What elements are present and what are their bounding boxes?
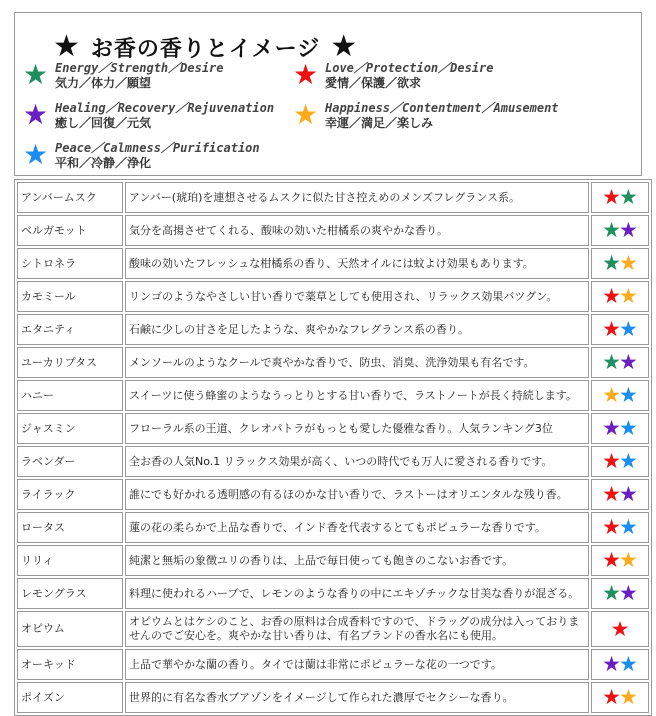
fragrance-description: アンバー(琥珀)を連想させるムスクに似た甘さ控えめのメンズフレグランス系。 [125, 182, 589, 213]
fragrance-description: 上品で華やかな蘭の香り。タイでは蘭は非常にポピュラーな花の一つです。 [125, 649, 589, 680]
fragrance-name: アンバームスク [17, 182, 123, 213]
star-icon: ★ [602, 548, 621, 572]
star-icon: ★ [619, 317, 638, 341]
fragrance-name: ユーカリプタス [17, 347, 123, 378]
fragrance-description: リンゴのようなやさしい甘い香りで薬草としても使用され、リラックス効果バツグン。 [125, 281, 589, 312]
star-icon: ★ [602, 449, 621, 473]
star-icon: ★ [619, 515, 638, 539]
fragrance-stars [591, 578, 649, 609]
star-icon: ★ [619, 652, 638, 676]
legend-entry-red [293, 58, 494, 91]
star-icon: ★ [23, 98, 49, 131]
star-icon: ★ [293, 58, 319, 91]
legend-jp: 平和／冷静／浄化 [55, 156, 152, 170]
table-row [17, 479, 649, 510]
legend-jp: 愛情／保護／欲求 [325, 76, 422, 90]
star-icon: ★ [619, 185, 638, 209]
star-icon: ★ [293, 98, 319, 131]
fragrance-description: オピウムとはケシのこと、お香の原料は合成香料ですので、ドラッグの成分は入っておりませんのでご安心を。爽やかな甘い香りは、有名ブランドの香水名にも使用。 [125, 611, 589, 647]
legend-en: Happiness／Contentment／Amusement [325, 101, 559, 115]
fragrance-name: ロータス [17, 512, 123, 543]
star-icon: ★ [602, 581, 621, 605]
star-icon: ★ [619, 449, 638, 473]
fragrance-name: エタニティ [17, 314, 123, 345]
fragrance-stars [591, 413, 649, 444]
star-icon: ★ [602, 251, 621, 275]
star-icon: ★ [602, 482, 621, 506]
star-icon: ★ [602, 350, 621, 374]
fragrance-stars [591, 611, 649, 647]
fragrance-description: 気分を高揚させてくれる、酸味の効いた柑橘系の爽やかな香り。 [125, 215, 589, 246]
fragrance-name: ライラック [17, 479, 123, 510]
fragrance-stars [591, 281, 649, 312]
star-icon: ★ [602, 685, 621, 709]
legend-entry-purple [23, 98, 275, 131]
table-row [17, 347, 649, 378]
fragrance-name: ラベンダー [17, 446, 123, 477]
star-icon: ★ [619, 350, 638, 374]
star-icon: ★ [619, 383, 638, 407]
star-icon: ★ [602, 383, 621, 407]
star-icon: ★ [619, 482, 638, 506]
star-icon: ★ [602, 185, 621, 209]
star-icon: ★ [619, 548, 638, 572]
star-icon: ★ [602, 515, 621, 539]
fragrance-description: 料理に使われるハーブで、レモンのような香りの中にエキゾチックな甘美な香りが混ざる。 [125, 578, 589, 609]
table-row [17, 248, 649, 279]
table-row [17, 182, 649, 213]
page-title: お香の香りとイメージ [90, 36, 321, 62]
fragrance-stars [591, 446, 649, 477]
star-icon: ★ [619, 581, 638, 605]
fragrance-description: 全お香の人気No.1 リラックス効果が高く、いつの時代でも万人に愛される香りです。 [125, 446, 589, 477]
star-icon: ★ [610, 616, 630, 641]
star-icon: ★ [602, 284, 621, 308]
fragrance-name: レモングラス [17, 578, 123, 609]
fragrance-description: スイーツに使う蜂蜜のようなうっとりとする甘い香りで、ラストノートが長く持続します。 [125, 380, 589, 411]
table-row [17, 682, 649, 713]
star-icon: ★ [53, 29, 81, 64]
fragrance-stars [591, 380, 649, 411]
fragrance-stars [591, 347, 649, 378]
legend-jp: 癒し／回復／元気 [55, 116, 152, 130]
legend-jp: 気力／体力／願望 [55, 76, 152, 90]
star-icon: ★ [330, 29, 359, 64]
star-icon: ★ [602, 416, 621, 440]
fragrance-description: 誰にでも好かれる透明感の有るほのかな甘い香りで、ラストーはオリエンタルな残り香。 [125, 479, 589, 510]
fragrance-stars [591, 649, 649, 680]
table-row [17, 545, 649, 576]
legend-en: Love／Protection／Desire [325, 61, 494, 75]
table-row [17, 611, 649, 647]
star-icon: ★ [619, 685, 638, 709]
star-icon: ★ [619, 284, 638, 308]
fragrance-description: フローラル系の王道、クレオパトラがもっとも愛した優雅な香り。人気ランキング3位 [125, 413, 589, 444]
legend-en: Peace／Calmness／Purification [55, 141, 260, 155]
table-row [17, 215, 649, 246]
star-icon: ★ [602, 218, 621, 242]
fragrance-name: カモミール [17, 281, 123, 312]
fragrance-stars [591, 479, 649, 510]
star-icon: ★ [602, 317, 621, 341]
star-icon: ★ [619, 251, 638, 275]
table-row [17, 446, 649, 477]
legend-entry-orange [293, 98, 559, 131]
fragrance-name: ポイズン [17, 682, 123, 713]
fragrance-description: 酸味の効いたフレッシュな柑橘系の香り、天然オイルには蚊よけ効果もあります。 [125, 248, 589, 279]
fragrance-stars [591, 182, 649, 213]
legend-entry-blue [23, 138, 260, 171]
table-row [17, 512, 649, 543]
table-row [17, 281, 649, 312]
fragrance-stars [591, 215, 649, 246]
legend-en: Healing／Recovery／Rejuvenation [55, 101, 275, 115]
table-row [17, 314, 649, 345]
legend-box [14, 12, 642, 176]
fragrance-name: ジャスミン [17, 413, 123, 444]
fragrance-name: ベルガモット [17, 215, 123, 246]
fragrance-name: リリィ [17, 545, 123, 576]
fragrance-name: オーキッド [17, 649, 123, 680]
table-row [17, 380, 649, 411]
star-icon: ★ [619, 218, 638, 242]
fragrance-stars [591, 682, 649, 713]
legend-entry-green [23, 58, 224, 91]
table-row [17, 413, 649, 444]
star-icon: ★ [23, 138, 49, 171]
fragrance-description: 石鹸に少しの甘さを足したような、爽やかなフレグランス系の香り。 [125, 314, 589, 345]
fragrance-description: 世界的に有名な香水ブアゾンをイメージして作られた濃厚でセクシーな香り。 [125, 682, 589, 713]
table-row [17, 578, 649, 609]
star-icon: ★ [619, 416, 638, 440]
star-icon: ★ [602, 652, 621, 676]
fragrance-stars [591, 545, 649, 576]
legend-en: Energy／Strength／Desire [55, 61, 224, 75]
fragrance-name: ハニー [17, 380, 123, 411]
legend-jp: 幸運／満足／楽しみ [325, 116, 434, 130]
fragrance-name: オピウム [17, 611, 123, 647]
fragrance-name: シトロネラ [17, 248, 123, 279]
fragrance-stars [591, 248, 649, 279]
star-icon: ★ [23, 58, 49, 91]
fragrance-description: 純潔と無垢の象徴ユリの香りは、上品で毎日使っても飽きのこないお香です。 [125, 545, 589, 576]
fragrance-stars [591, 314, 649, 345]
fragrance-table [14, 179, 652, 716]
table-row [17, 649, 649, 680]
fragrance-description: メンソールのようなクールで爽やかな香りで、防虫、消臭、洗浄効果も有名です。 [125, 347, 589, 378]
fragrance-description: 蓮の花の柔らかで上品な香りで、インド香を代表するとてもポピュラーな香りです。 [125, 512, 589, 543]
fragrance-stars [591, 512, 649, 543]
